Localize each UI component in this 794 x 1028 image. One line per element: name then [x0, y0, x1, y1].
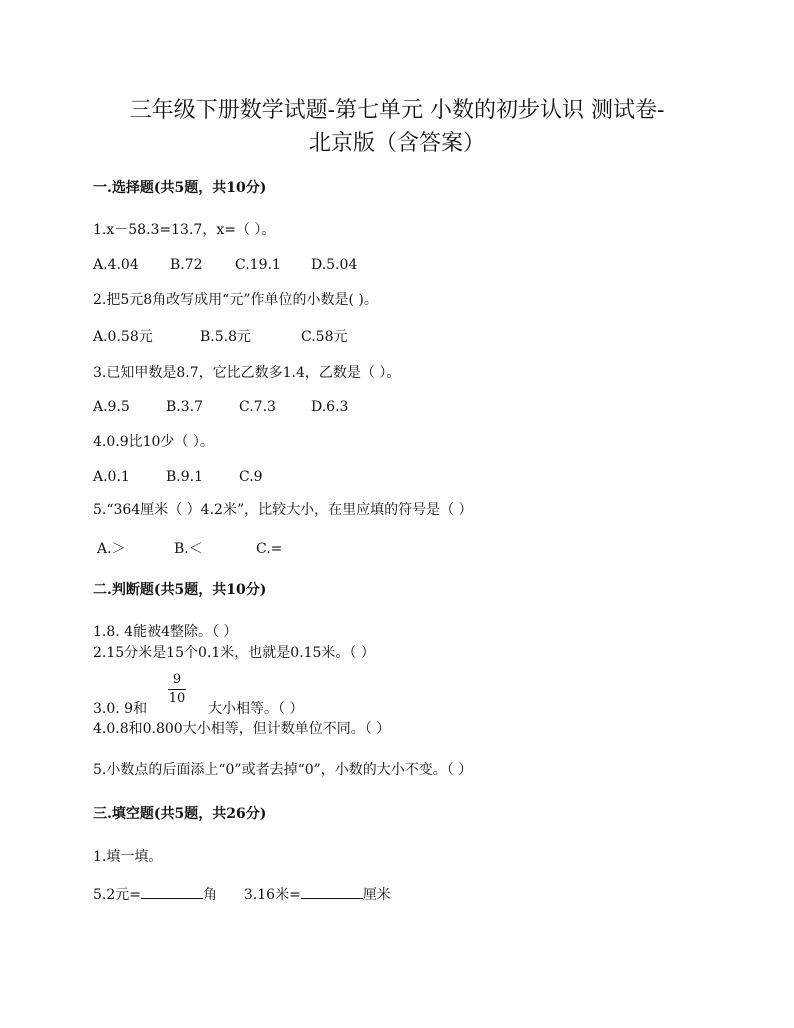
- section2-heading: 二.判断题(共5题，共10分): [93, 582, 267, 598]
- question-2-3-suffix: 大小相等。（ ）: [208, 701, 304, 717]
- fraction-numerator: 9: [172, 672, 182, 687]
- page-title-line1: 三年级下册数学试题-第七单元 小数的初步认识 测试卷-: [129, 98, 665, 123]
- fill-b-blank[interactable]: [301, 884, 363, 899]
- fill-a-unit: 角: [203, 887, 217, 903]
- fraction-bar: [168, 689, 186, 690]
- question-1-3: 3.已知甲数是8.7，它比乙数多1.4，乙数是（ ）。: [93, 365, 401, 381]
- q1-3-option-d: D.6.3: [311, 399, 349, 415]
- question-2-2: 2.15分米是15个0.1米，也就是0.15米。（ ）: [93, 645, 375, 661]
- fill-a-prefix: 5.2元=: [93, 887, 141, 903]
- q1-4-option-b: B.9.1: [166, 469, 204, 485]
- question-2-4: 4.0.8和0.800大小相等，但计数单位不同。（ ）: [93, 721, 391, 737]
- question-2-1: 1.8. 4能被4整除。（ ）: [93, 624, 238, 640]
- question-3-1: 1.填一填。: [93, 849, 163, 865]
- section3-heading: 三.填空题(共5题，共26分): [93, 806, 267, 822]
- section1-heading: 一.选择题(共5题，共10分): [93, 180, 267, 196]
- q1-3-option-b: B.3.7: [166, 399, 204, 415]
- q1-4-option-c: C.9: [239, 469, 263, 485]
- q1-1-option-b: B.72: [170, 257, 203, 273]
- fraction-nine-tenths: [168, 672, 186, 707]
- page-title-line2: 北京版（含答案）: [308, 131, 485, 156]
- q1-1-option-d: D.5.04: [311, 257, 358, 273]
- fill-b-prefix: 3.16米=: [243, 887, 301, 903]
- question-1-4: 4.0.9比10少（ ）。: [93, 434, 214, 450]
- question-2-3-prefix: 3.0. 9和: [93, 701, 148, 717]
- q1-2-option-c: C.58元: [301, 329, 348, 345]
- q1-3-option-c: C.7.3: [239, 399, 276, 415]
- question-1-5: 5.“364厘米（ ）4.2米”，比较大小，在里应填的符号是（ ）: [93, 502, 473, 518]
- q1-2-option-b: B.5.8元: [200, 329, 252, 345]
- q1-5-option-b: B.＜: [174, 541, 203, 557]
- q1-1-option-a: A.4.04: [93, 257, 139, 273]
- q1-5-option-a: A.＞: [97, 541, 126, 557]
- fill-b-unit: 厘米: [362, 887, 391, 903]
- q1-3-option-a: A.9.5: [93, 399, 130, 415]
- q1-4-option-a: A.0.1: [93, 469, 130, 485]
- q1-2-option-a: A.0.58元: [93, 329, 153, 345]
- fill-a-blank[interactable]: [141, 884, 203, 899]
- question-1-2: 2.把5元8角改写成用“元”作单位的小数是( )。: [93, 292, 378, 308]
- question-1-1: 1.x－58.3=13.7，x=（ ）。: [93, 222, 276, 238]
- fraction-denominator: 10: [168, 691, 186, 706]
- question-2-5: 5.小数点的后面添上“0”或者去掉“0”，小数的大小不变。（ ）: [93, 762, 473, 778]
- fill-row: [93, 884, 391, 905]
- q1-1-option-c: C.19.1: [235, 257, 281, 273]
- q1-5-option-c: C.=: [256, 541, 283, 557]
